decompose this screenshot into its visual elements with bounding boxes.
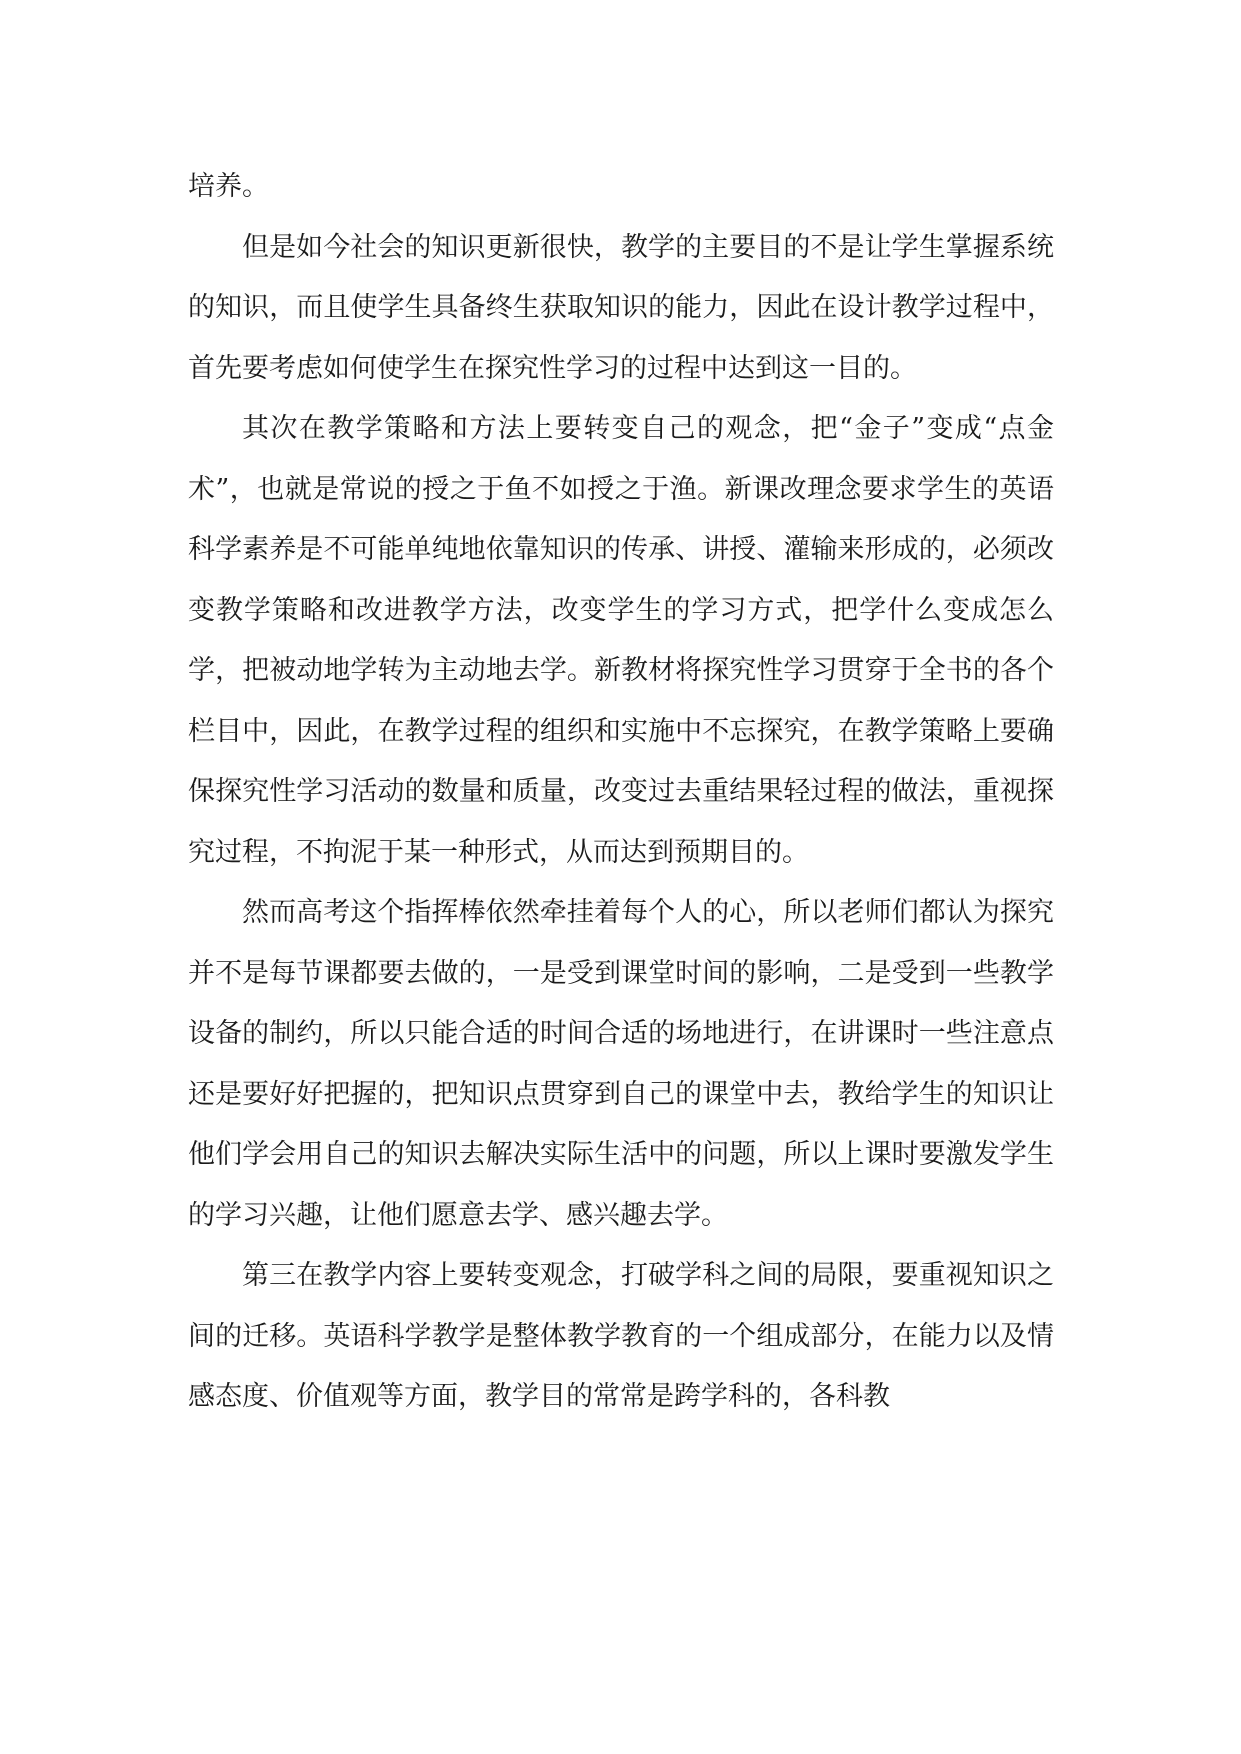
paragraph: 然而高考这个指挥棒依然牵挂着每个人的心，所以老师们都认为探究并不是每节课都要去做的，一是受到课堂时间的影响，二是受到一些教学设备的制约，所以只能合适的时间合适的场地进行，在讲课时一些注意点还是要好好把握的，把知识点贯穿到自己的课堂中去，教给学生的知识让他们学会用自己的知识去解决实际生活中的问题，所以上课时要激发学生的学习兴趣，让他们愿意去学、感兴趣去学。	[188, 897, 1054, 1231]
paragraph: 其次在教学策略和方法上要转变自己的观念，把“金子”变成“点金术”，也就是常说的授之于鱼不如授之于渔。新课改理念要求学生的英语科学素养是不可能单纯地依靠知识的传承、讲授、灌输来形成的，必须改变教学策略和改进教学方法，改变学生的学习方式，把学什么变成怎么学，把被动地学转为主动地去学。新教材将探究性学习贯穿于全书的各个栏目中，因此，在教学过程的组织和实施中不忘探究，在教学策略上要确保探究性学习活动的数量和质量，改变过去重结果轻过程的做法，重视探究过程，不拘泥于某一种形式，从而达到预期目的。	[188, 413, 1054, 868]
paragraph: 培养。	[188, 171, 269, 202]
paragraph: 但是如今社会的知识更新很快，教学的主要目的不是让学生掌握系统的知识，而且使学生具备终生获取知识的能力，因此在设计教学过程中，首先要考虑如何使学生在探究性学习的过程中达到这一目的。	[188, 231, 1054, 384]
document-body	[188, 157, 1054, 1428]
paragraph: 第三在教学内容上要转变观念，打破学科之间的局限，要重视知识之间的迁移。英语科学教学是整体教学教育的一个组成部分，在能力以及情感态度、价值观等方面，教学目的常常是跨学科的，各科教	[188, 1260, 1054, 1412]
